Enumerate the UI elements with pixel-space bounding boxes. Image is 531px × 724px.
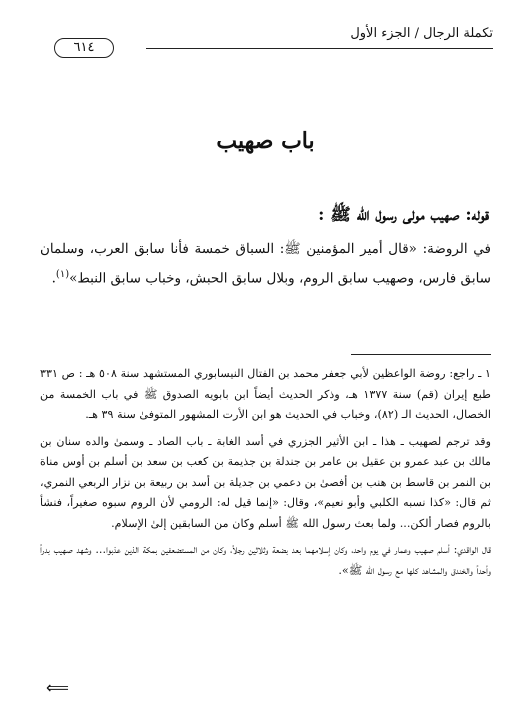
body-text: في الروضة: «قال أمير المؤمنين ﷺ: السباق خمسة فأنا سابق العرب، وسلمان سابق فارس، وصهيب سابق الروم، وبلال سابق الحبش، وخباب سابق النبط»: [40, 241, 491, 287]
footnote-separator: [351, 354, 491, 355]
running-title: تكملة الرجال / الجزء الأول: [350, 26, 493, 41]
footnote-paragraph-3: قال الواقدي: أسلم صهيب وعمار في يوم واحد، وكان إسلامهما بعد بضعة وثلاثين رجلاً، وكان من المستضعفين بمكة الذين عذبوا... وشهد صهيب بدراً وأحداً والخندق والمشاهد كلها مع رسول الله ﷺ».: [40, 543, 491, 577]
header-rule: [146, 48, 493, 49]
footnote-reference: (١): [55, 269, 70, 280]
footnote-paragraph-2: وقد ترجم لصهيب ـ هذا ـ ابن الأثير الجزري في أسد الغابة ـ باب الصاد ـ وسمىٰ والده سنان بن مالك بن عبد عمرو بن عقيل بن عامر بن جندلة بن جذيمة بن كعب بن سعد بن أسلم بن أوس مناة بن النمر بن قاسط بن هنب بن أفصىٰ بن دعمي بن جديلة بن أسد بن ربيعة بن نزار الربعي النمري، ثم قال: «كذا نسبه الكلبي وأبو نعيم»، وقال: «إنما قيل له: الرومي لأن الروم سبوه صغيراً، فنشأ بالروم فصار ألكن... ولما بعث رسول الله ﷺ أسلم وكان من السابقين إلىٰ الإسلام.: [40, 434, 491, 530]
footnotes: [40, 364, 491, 587]
chapter-title: باب صهيب: [216, 128, 315, 154]
page-header: [26, 18, 493, 58]
section-heading: قوله: صهيب مولى رسول الله ﷺ :: [318, 205, 489, 225]
footnote-1: ١ ـ راجع: روضة الواعظين لأبي جعفر محمد بن الفتال النيسابوري المستشهد سنة ٥٠٨ هـ : ص ٣٣١ طبع إيران (قم) سنة ١٣٧٧ هـ، وذكر الحديث أيضاً ابن بابويه الصدوق ﷺ في باب الخمسة من الخصال، الحديث الـ (٨٢)، وخباب في الحديث هو ابن الأرت المشهور المتوفىٰ سنة ٣٩ هـ.: [40, 367, 492, 421]
body-paragraph: [40, 236, 491, 292]
continuation-arrow-icon: ⟸: [46, 678, 69, 697]
body-end: .: [51, 270, 56, 287]
page-number: ٦١٤: [54, 38, 114, 58]
